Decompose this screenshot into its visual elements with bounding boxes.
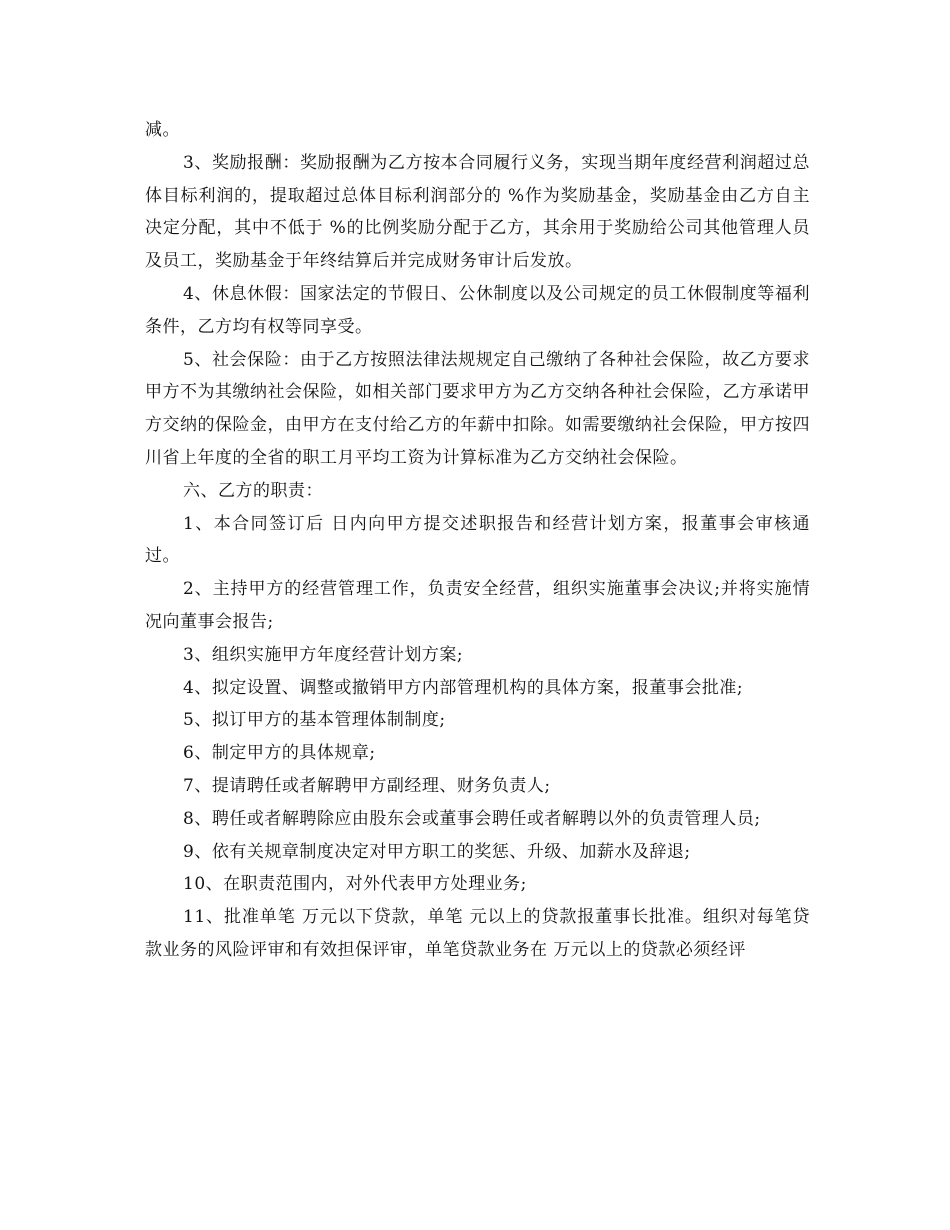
duty-item-2: 2、主持甲方的经营管理工作，负责安全经营，组织实施董事会决议;并将实施情况向董事会报告; xyxy=(145,579,810,632)
paragraph-social-insurance: 5、社会保险：由于乙方按照法律法规规定自己缴纳了各种社会保险，故乙方要求甲方不为其缴纳社会保险，如相关部门要求甲方为乙方交纳各种社会保险，乙方承诺甲方交纳的保险金，由甲方在支付给乙方的年薪中扣除。如需要缴纳社会保险，甲方按四川省上年度的全省的职工月平均工资为计算标准为乙方交纳社会保险。 xyxy=(145,349,810,468)
paragraph-reward: 3、奖励报酬：奖励报酬为乙方按本合同履行义务，实现当期年度经营利润超过总体目标利润的，提取超过总体目标利润部分的 %作为奖励基金，奖励基金由乙方自主决定分配，其中不低于 %的比例奖励分配于乙方，其余用于奖励给公司其他管理人员及员工，奖励基金于年终结算后并完成财务审计后发放。 xyxy=(145,152,810,272)
duty-item-1: 1、本合同签订后 日内向甲方提交述职报告和经营计划方案，报董事会审核通过。 xyxy=(145,513,810,567)
document-body xyxy=(145,114,810,967)
duty-item-5: 5、拟订甲方的基本管理体制制度; xyxy=(183,710,446,731)
duty-item-6: 6、制定甲方的具体规章; xyxy=(183,743,376,764)
paragraph-continuation: 减。 xyxy=(145,120,180,140)
duty-item-7: 7、提请聘任或者解聘甲方副经理、财务负责人; xyxy=(183,775,551,796)
duty-item-9: 9、依有关规章制度决定对甲方职工的奖惩、升级、加薪水及辞退; xyxy=(183,841,691,862)
duty-item-4: 4、拟定设置、调整或撤销甲方内部管理机构的具体方案，报董事会批准; xyxy=(183,677,744,698)
duty-item-10: 10、在职责范围内，对外代表甲方处理业务; xyxy=(183,874,527,895)
duty-item-3: 3、组织实施甲方年度经营计划方案; xyxy=(183,644,464,665)
duty-item-11: 11、批准单笔 万元以下贷款，单笔 元以上的贷款报董事长批准。组织对每笔贷款业务的风险评审和有效担保评审，单笔贷款业务在 万元以上的贷款必须经评 xyxy=(145,907,810,960)
paragraph-leave: 4、休息休假：国家法定的节假日、公休制度以及公司规定的员工休假制度等福利条件，乙方均有权等同享受。 xyxy=(145,283,810,337)
section-heading-duties: 六、乙方的职责： xyxy=(183,480,323,501)
duty-item-8: 8、聘任或者解聘除应由股东会或董事会聘任或者解聘以外的负责管理人员; xyxy=(183,808,761,829)
